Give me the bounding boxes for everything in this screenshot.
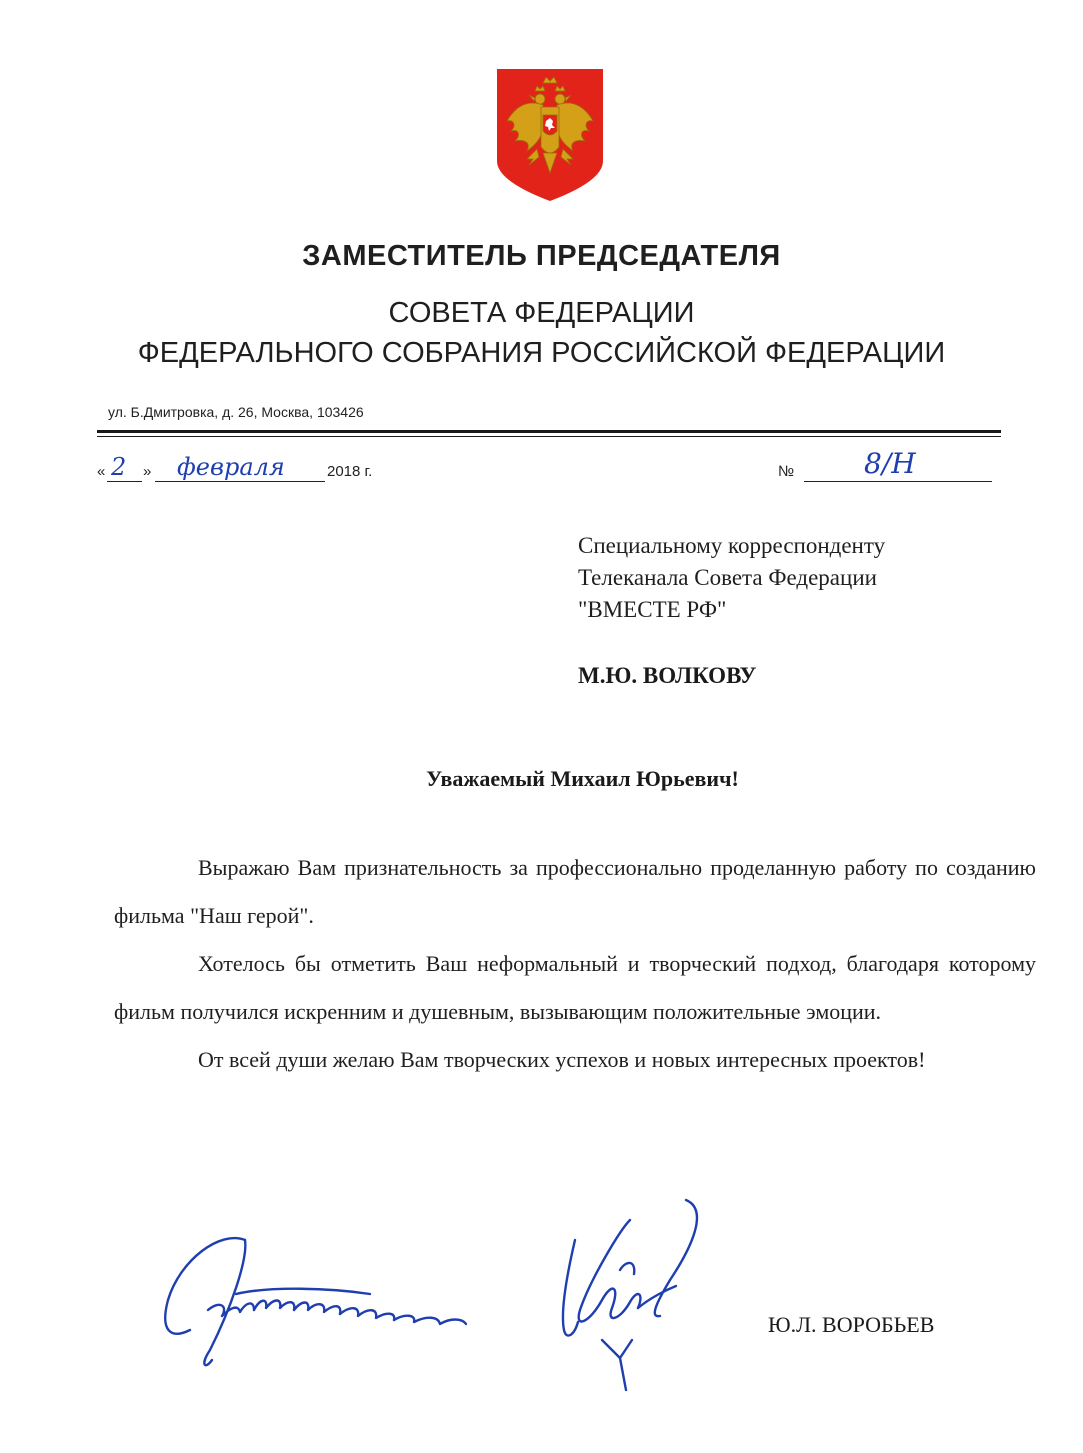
recipient-block: [578, 530, 885, 626]
date-line: [97, 453, 417, 486]
document-number: 8/Н: [864, 447, 916, 480]
letterhead-title: ЗАМЕСТИТЕЛЬ ПРЕДСЕДАТЕЛЯ: [302, 240, 781, 272]
letterhead-org-line-1: СОВЕТА ФЕДЕРАЦИИ: [388, 297, 695, 329]
date-month: февраля: [177, 453, 285, 481]
letterhead-org-line-2: ФЕДЕРАЛЬНОГО СОБРАНИЯ РОССИЙСКОЙ ФЕДЕРАЦИИ: [137, 337, 946, 369]
header-rule-thick: [97, 430, 1001, 433]
letterhead-address: ул. Б.Дмитровка, д. 26, Москва, 103426: [108, 404, 364, 420]
date-open-quote: «: [97, 463, 106, 480]
month-underline: [155, 481, 325, 482]
day-underline: [107, 481, 142, 482]
handwritten-signature-icon: [150, 1190, 790, 1400]
recipient-line-1: Специальному корреспонденту: [578, 533, 886, 558]
number-label: №: [778, 463, 795, 480]
russian-coat-of-arms-icon: [497, 69, 603, 201]
header-rule-thin: [97, 436, 1001, 437]
body-paragraph-2: Хотелось бы отметить Ваш неформальный и творческий подход, благодаря которому фильм получился искренним и душевным, вызывающим положительные эмоции.: [114, 951, 1036, 1024]
date-day: 2: [111, 453, 127, 481]
signer-name: Ю.Л. ВОРОБЬЕВ: [768, 1312, 935, 1337]
body-paragraph-1: Выражаю Вам признательность за профессионально проделанную работу по созданию фильма "Наш герой".: [114, 855, 1036, 928]
recipient-line-2: Телеканала Совета Федерации: [578, 565, 877, 590]
date-close-quote: »: [143, 463, 152, 480]
number-underline: [804, 481, 992, 482]
recipient-name: М.Ю. ВОЛКОВУ: [578, 663, 757, 688]
recipient-line-3: "ВМЕСТЕ РФ": [578, 597, 727, 622]
body-paragraph-3: От всей души желаю Вам творческих успехов и новых интересных проектов!: [198, 1047, 926, 1072]
document-number-line: [778, 447, 992, 486]
letter-body: [114, 844, 1036, 1084]
salutation: Уважаемый Михаил Юрьевич!: [426, 766, 739, 791]
date-year: 2018 г.: [327, 463, 373, 480]
